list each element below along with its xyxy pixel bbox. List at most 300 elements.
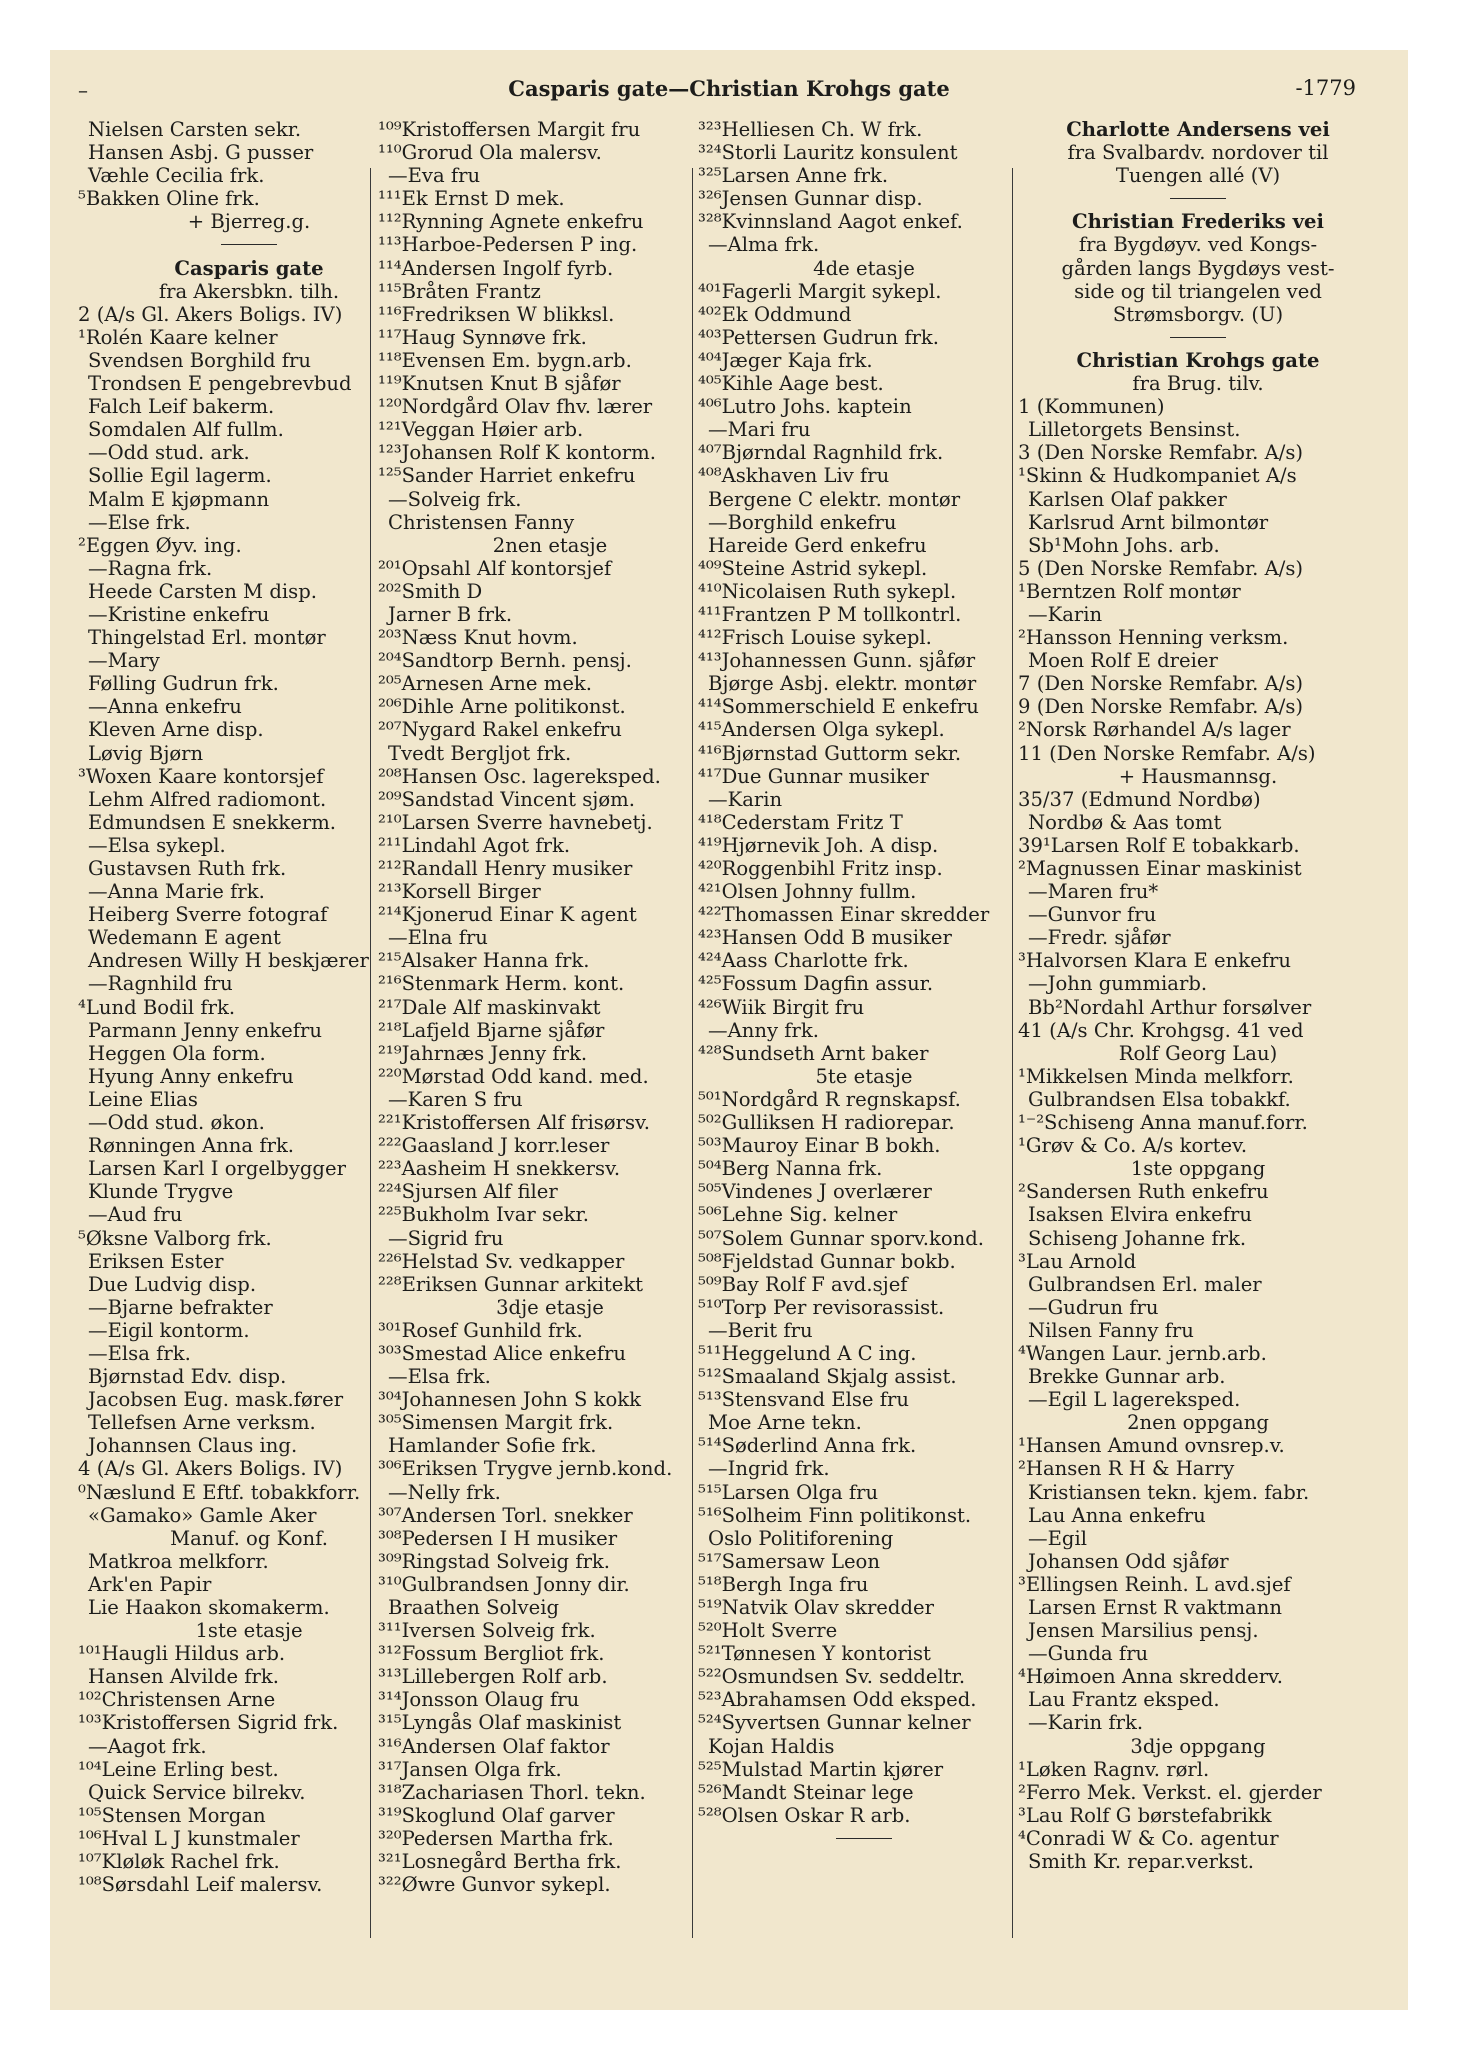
street-heading: Christian Krohgs gate [1076,348,1320,372]
directory-entry: Lau Anna enkefru [1028,1503,1206,1527]
directory-entry: ⁴Lund Bodil frk. [78,995,236,1019]
directory-entry: Heiberg Sverre fotograf [88,903,328,927]
directory-entry: ¹¹¹Ek Ernst D mek. [378,187,565,211]
directory-entry: ¹¹⁵Bråten Frantz [378,279,541,303]
directory-entry: ²¹¹Lindahl Agot frk. [378,833,571,857]
directory-entry: —Anna enkefru [88,695,242,719]
page-number: -1779 [1295,76,1356,100]
directory-entry: Lau Frantz eksped. [1028,1688,1220,1712]
directory-entry: ⁴⁰¹Fagerli Margit sykepl. [698,279,942,303]
directory-entry: Andresen Willy H beskjærer [88,949,369,973]
directory-entry: ²²³Aasheim H snekkersv. [378,1157,621,1181]
directory-entry: ⁵²⁶Mandt Steinar lege [698,1780,914,1804]
directory-entry: ¹⁰⁷Kløløk Rachel frk. [78,1850,280,1874]
directory-entry: 1 (Kommunen) [1018,395,1165,419]
directory-entry: ³Lau Arnold [1018,1249,1137,1273]
directory-entry: ⁴²³Hansen Odd B musiker [698,926,952,950]
directory-entry: ¹Grøv & Co. A/s kortev. [1018,1134,1248,1158]
directory-entry: ⁴²⁰Roggenbihl Fritz insp. [698,857,943,880]
section-label: Tuengen allé (V) [1115,164,1281,188]
directory-entry: ³²²Øwre Gunvor sykepl. [378,1873,611,1897]
directory-entry: ⁴¹⁷Due Gunnar musiker [698,764,929,788]
directory-entry: ²²⁶Helstad Sv. vedkapper [378,1249,625,1273]
directory-entry: ²⁰⁷Nygard Rakel enkefru [378,718,622,742]
directory-entry: ¹¹⁸Evensen Em. bygn.arb. [378,348,632,372]
directory-entry: —Karin [1028,602,1103,626]
directory-entry: ⁴¹⁸Cederstam Fritz T [698,810,903,834]
directory-entry: —Anny frk. [708,1018,819,1042]
directory-entry: —Elsa frk. [88,1341,191,1365]
directory-entry: Følling Gudrun frk. [88,672,279,696]
directory-entry: Karlsen Olaf pakker [1028,487,1227,511]
directory-entry: ³²⁰Pedersen Martha frk. [378,1826,614,1850]
section-label: fra Svalbardv. nordover til [1067,141,1329,165]
directory-entry: ²²¹Kristoffersen Alf frisørsv. [378,1111,650,1135]
directory-entry: ¹⁰¹Haugli Hildus arb. [78,1642,286,1666]
directory-entry: ⁵²²Osmundsen Sv. seddeltr. [698,1665,966,1689]
section-label: + Hausmannsg. [1118,764,1278,788]
directory-entry: ¹²⁵Sander Harriet enkefru [378,464,636,488]
directory-entry: Hyung Anny enkefru [88,1064,294,1088]
directory-entry: Larsen Karl I orgelbygger [88,1157,346,1181]
directory-entry: ¹⁰⁸Sørsdahl Leif malersv. [78,1873,323,1897]
directory-entry: Johansen Odd sjåfør [1028,1549,1229,1573]
directory-entry: ³¹⁵Lyngås Olaf maskinist [378,1711,622,1735]
directory-entry: ³²⁸Kvinnsland Aagot enkef. [698,210,963,234]
section-label: 3dje oppgang [1130,1734,1266,1758]
directory-entry: ³Woxen Kaare kontorsjef [78,764,324,788]
directory-entry: ³⁰⁹Ringstad Solveig frk. [378,1549,611,1573]
directory-entry: Bergene C elektr. montør [708,487,961,511]
directory-entry: Jarner B frk. [388,602,513,626]
directory-entry: ⁵⁰²Gulliksen H radiorepar. [698,1111,955,1135]
directory-entry: ²¹²Randall Henry musiker [378,857,633,880]
directory-entry: ³⁰⁴Johannesen John S kokk [378,1388,642,1412]
directory-entry: —Mary [88,649,160,673]
directory-entry: ⁵¹¹Heggelund A C ing. [698,1341,917,1365]
directory-entry: ²Sandersen Ruth enkefru [1018,1180,1269,1204]
directory-entry: Eriksen Ester [88,1249,224,1273]
directory-entry: ⁵⁰⁵Vindenes J overlærer [698,1180,932,1204]
directory-entry: ³¹⁶Andersen Olaf faktor [378,1734,610,1758]
directory-entry: —Elna fru [388,926,488,950]
directory-entry: Heggen Ola form. [88,1041,266,1065]
directory-entry: ¹¹²Rynning Agnete enkefru [378,210,644,234]
directory-entry: ⁵⁰⁸Fjeldstad Gunnar bokb. [698,1249,956,1273]
directory-entry: Falch Leif bakerm. [88,395,275,419]
directory-entry: —Solveig frk. [388,487,522,511]
directory-entry: ²²⁵Bukholm Ivar sekr. [378,1203,589,1227]
directory-entry: ¹¹⁹Knutsen Knut B sjåfør [378,372,621,396]
column-2 [378,118,722,1896]
directory-entry: ⁵¹⁹Natvik Olav skredder [698,1596,934,1619]
directory-entry: —Nelly frk. [388,1480,501,1504]
directory-entry: —Aagot frk. [88,1734,207,1758]
directory-entry: ⁵¹²Smaaland Skjalg assist. [698,1365,957,1389]
directory-entry: ⁵²¹Tønnesen Y kontorist [698,1642,931,1666]
directory-entry: ⁵²⁰Holt Sverre [698,1619,838,1643]
directory-entry: ²²⁸Eriksen Gunnar arkitekt [378,1272,644,1296]
directory-entry: ¹¹³Harboe-Pedersen P ing. [378,233,638,257]
directory-entry: ²Hansen R H & Harry [1018,1457,1235,1481]
directory-entry: ²⁰⁴Sandtorp Bernh. pensj. [378,649,632,673]
directory-entry: ⁴¹²Frisch Louise sykepl. [698,626,932,650]
directory-entry: —Odd stud. økon. [88,1111,265,1135]
directory-entry: Karlsrud Arnt bilmontør [1028,510,1269,534]
directory-entry: ⁴⁰⁵Kihle Aage best. [698,372,884,396]
directory-entry: —Odd stud. ark. [88,441,250,465]
directory-entry: 7 (Den Norske Remfabr. A/s) [1018,672,1304,696]
directory-entry: —Kristine enkefru [88,602,270,626]
directory-entry: ¹Løken Ragnv. rørl. [1018,1757,1210,1781]
directory-entry: ¹⁰²Christensen Arne [78,1688,276,1712]
section-label: fra Brug. tilv. [1132,372,1264,396]
directory-entry: ²¹⁶Stenmark Herm. kont. [378,972,625,996]
directory-entry: ⁴¹⁰Nicolaisen Ruth sykepl. [698,579,957,603]
section-label: 2nen etasje [492,533,608,557]
directory-entry: Gulbrandsen Elsa tobakkf. [1028,1087,1291,1111]
section-label: 3dje etasje [496,1295,604,1319]
directory-entry: Hansen Asbj. G pusser [88,141,314,165]
section-label: Rolf Georg Lau) [1118,1041,1278,1065]
directory-entry: ³¹²Fossum Bergliot frk. [378,1642,605,1666]
directory-entry: —Karen S fru [388,1087,523,1111]
directory-entry: —Egil [1028,1526,1087,1550]
directory-entry: ¹¹⁰Grorud Ola malersv. [378,141,602,165]
directory-entry: Klunde Trygve [88,1180,234,1204]
directory-entry: Svendsen Borghild fru [88,348,312,372]
directory-entry: ⁵Øksne Valborg frk. [78,1226,272,1250]
directory-entry: ⁴⁰⁴Jæger Kaja frk. [698,348,873,372]
directory-entry: ⁴²⁶Wiik Birgit fru [698,995,865,1019]
directory-entry: ³Halvorsen Klara E enkefru [1018,949,1291,973]
directory-entry: ⁴⁰⁶Lutro Johs. kaptein [698,395,912,419]
directory-entry: ³Lau Rolf G børstefabrikk [1018,1803,1272,1827]
directory-entry: —Karin frk. [1028,1711,1144,1735]
directory-entry: Hamlander Sofie frk. [388,1434,597,1458]
directory-entry: ⁴²⁴Aass Charlotte frk. [698,949,909,973]
directory-entry: Larsen Ernst R vaktmann [1028,1596,1282,1619]
directory-entry: —Eigil kontorm. [88,1318,250,1342]
directory-entry: —Ragna frk. [88,556,213,580]
directory-entry: ⁵⁰³Mauroy Einar B bokh. [698,1134,941,1158]
directory-entry: Trondsen E pengebrevbud [88,372,352,396]
directory-entry: ⁴²⁸Sundseth Arnt baker [698,1041,929,1065]
directory-entry: ⁴¹¹Frantzen P M tollkontrl. [698,602,962,626]
directory-entry: ²²⁴Sjursen Alf filer [378,1180,558,1204]
directory-entry: ⁵Bakken Oline frk. [78,187,260,211]
directory-entry: Kristiansen tekn. kjem. fabr. [1028,1480,1310,1504]
directory-entry: —Karin [708,787,783,811]
directory-entry: 3 (Den Norske Remfabr. A/s) [1018,441,1304,465]
directory-entry: ⁵¹⁰Torp Per revisorassist. [698,1295,945,1319]
page-header [50,76,1408,106]
directory-entry: Lie Haakon skomakerm. [88,1596,330,1619]
section-divider [698,1827,1030,1850]
directory-entry: 2 (A/s Gl. Akers Boligs. IV) [78,302,343,326]
directory-entry: ²⁰²Smith D [378,579,483,603]
directory-entry: 4 (A/s Gl. Akers Boligs. IV) [78,1457,343,1481]
directory-entry: ⁴Høimoen Anna skredderv. [1018,1665,1284,1689]
directory-entry: Lilletorgets Bensinst. [1028,418,1241,442]
directory-entry: ⁵¹³Stensvand Else fru [698,1388,909,1412]
directory-entry: ²Magnussen Einar maskinist [1018,857,1302,880]
directory-entry: ³¹¹Iversen Solveig frk. [378,1619,596,1643]
directory-entry: ³⁰⁷Andersen Torl. snekker [378,1503,633,1527]
directory-entry: Somdalen Alf fullm. [88,418,284,442]
directory-entry: —Gudrun fru [1028,1295,1159,1319]
directory-entry: ²⁰⁶Dihle Arne politikonst. [378,695,626,719]
directory-entry: ⁵⁰⁹Bay Rolf F avd.sjef [698,1272,908,1296]
directory-entry: ²⁰³Næss Knut hovm. [378,626,578,650]
directory-entry: Jensen Marsilius pensj. [1028,1619,1259,1643]
section-divider [78,233,420,256]
directory-entry: ⁵¹⁸Bergh Inga fru [698,1572,869,1596]
directory-entry: Johannsen Claus ing. [88,1434,298,1458]
directory-entry: ⁵²⁵Mulstad Martin kjører [698,1757,944,1781]
directory-entry: Sollie Egil lagerm. [88,464,272,488]
section-label: 2nen oppgang [1127,1411,1269,1435]
directory-entry: ¹Rolén Kaare kelner [78,325,278,349]
directory-entry: ⁵⁰⁷Solem Gunnar sporv.kond. [698,1226,985,1250]
directory-entry: Isaksen Elvira enkefru [1028,1203,1252,1227]
directory-entry: Bb²Nordahl Arthur forsølver [1028,995,1312,1019]
directory-entry: ⁵²⁴Syvertsen Gunnar kelner [698,1711,971,1735]
directory-entry: ¹¹⁶Fredriksen W blikksl. [378,302,615,326]
section-label: 1ste etasje [195,1619,303,1643]
directory-entry: ²⁰⁵Arnesen Arne mek. [378,672,593,696]
directory-entry: ⁵²³Abrahamsen Odd eksped. [698,1688,977,1712]
directory-entry: ³²⁶Jensen Gunnar disp. [698,187,923,211]
directory-entry: ²¹³Korsell Birger [378,880,541,904]
directory-entry: Jacobsen Eug. mask.fører [88,1388,344,1412]
directory-entry: ⁵¹⁴Søderlind Anna frk. [698,1434,917,1458]
directory-entry: ²²²Gaasland J korr.leser [378,1134,610,1158]
section-label: Strømsborgv. (U) [1112,302,1284,326]
directory-entry: ²²⁰Mørstad Odd kand. med. [378,1064,649,1088]
directory-entry: ⁴²⁵Fossum Dagfin assur. [698,972,934,996]
directory-entry: Braathen Solveig [388,1596,560,1619]
directory-entry: ⁴¹⁵Andersen Olga sykepl. [698,718,945,742]
column-4 [1018,118,1378,1873]
directory-entry: Bjørge Asbj. elektr. montør [708,672,977,696]
directory-entry: 5 (Den Norske Remfabr. A/s) [1018,556,1304,580]
directory-entry: —Elsa frk. [388,1365,491,1389]
directory-entry: ³⁰⁸Pedersen I H musiker [378,1526,618,1550]
page-title: Casparis gate—Christian Krohgs gate [508,76,950,101]
directory-entry: Gustavsen Ruth frk. [88,857,287,880]
directory-entry: —Mari fru [708,418,811,442]
directory-entry: ³⁰³Smestad Alice enkefru [378,1341,626,1365]
section-label: 4de etasje [813,256,915,280]
directory-entry: ¹¹⁴Andersen Ingolf fyrb. [378,256,614,280]
directory-entry: —Borghild enkefru [708,510,897,534]
directory-entry: ⁴Conradi W & Co. agentur [1018,1826,1279,1850]
directory-entry: Hansen Alvilde frk. [88,1665,279,1689]
directory-entry: Malm E kjøpmann [88,487,270,511]
directory-entry: ¹⁰⁵Stensen Morgan [78,1803,266,1827]
directory-entry: —Maren fru* [1028,880,1159,904]
directory-entry: —Sigrid fru [388,1226,504,1250]
directory-entry: ²¹⁹Jahrnæs Jenny frk. [378,1041,588,1065]
section-label: fra Akersbkn. tilh. [158,279,340,303]
directory-entry: —Eva fru [388,164,481,188]
directory-entry: ³²⁴Storli Lauritz konsulent [698,141,958,165]
directory-entry: ⁴⁰²Ek Oddmund [698,302,852,326]
directory-entry: —Gunvor fru [1028,903,1157,927]
directory-entry: ¹Skinn & Hudkompaniet A/s [1018,464,1297,488]
directory-entry: Nordbø & Aas tomt [1028,810,1222,834]
directory-entry: ³²¹Losnegård Bertha frk. [378,1850,622,1874]
directory-entry: ²¹⁷Dale Alf maskinvakt [378,995,601,1019]
directory-entry: ¹Hansen Amund ovnsrep.v. [1018,1434,1285,1458]
directory-entry: —Berit fru [708,1318,813,1342]
section-divider [1018,326,1378,349]
directory-entry: ³²³Helliesen Ch. W frk. [698,118,923,141]
column-1 [78,118,420,1896]
directory-entry: ⁴⁰³Pettersen Gudrun frk. [698,325,940,349]
directory-entry: Kleven Arne disp. [88,718,264,742]
street-heading: Charlotte Andersens vei [1066,118,1330,141]
directory-entry: ⁴Wangen Laur. jernb.arb. [1018,1341,1267,1365]
directory-entry: —Ragnhild fru [88,972,233,996]
directory-entry: 39¹Larsen Rolf E tobakkarb. [1018,833,1300,857]
directory-entry: ⁵⁰¹Nordgård R regnskapsf. [698,1087,961,1111]
directory-entry: ⁰Næslund E Eftf. tobakkforr. [78,1480,361,1504]
directory-entry: ⁵²⁸Olsen Oskar R arb. [698,1803,911,1827]
section-label: + Bjerreg.g. [187,210,311,234]
directory-entry: ⁵⁰⁴Berg Nanna frk. [698,1157,883,1181]
directory-entry: Schiseng Johanne frk. [1028,1226,1247,1250]
directory-entry: Nielsen Carsten sekr. [88,118,302,141]
directory-entry: ¹²¹Veggan Høier arb. [378,418,584,442]
directory-entry: ²⁰¹Opsahl Alf kontorsjef [378,556,612,580]
directory-entry: 35/37 (Edmund Nordbø) [1018,787,1261,811]
directory-entry: Bjørnstad Edv. disp. [88,1365,287,1389]
directory-entry: ⁴¹⁹Hjørnevik Joh. A disp. [698,833,939,857]
directory-entry: ¹¹⁷Haug Synnøve frk. [378,325,587,349]
directory-entry: ³¹⁴Jonsson Olaug fru [378,1688,580,1712]
directory-entry: ⁴²²Thomassen Einar skredder [698,903,990,927]
directory-entry: —Egil L lagereksped. [1028,1388,1241,1412]
directory-entry: —John gummiarb. [1028,972,1208,996]
directory-entry: Hareide Gerd enkefru [708,533,927,557]
directory-entry: ³¹⁹Skoglund Olaf garver [378,1803,615,1827]
directory-entry: ⁵⁰⁶Lehne Sig. kelner [698,1203,898,1227]
directory-page [50,50,1408,2010]
section-label: gården langs Bygdøys vest- [1061,256,1335,280]
directory-entry: ⁵¹⁷Samersaw Leon [698,1549,880,1573]
directory-entry: ⁴⁰⁹Steine Astrid sykepl. [698,556,928,580]
directory-entry: Moen Rolf E dreier [1028,649,1218,673]
margin-mark: – [78,78,88,102]
section-label: 5te etasje [815,1064,913,1088]
street-heading: Casparis gate [174,256,324,280]
directory-entry: ³⁰¹Rosef Gunhild frk. [378,1318,583,1342]
directory-entry: «Gamako» Gamle Aker [88,1503,317,1527]
section-divider [1018,187,1378,210]
directory-entry: Lehm Alfred radiomont. [88,787,327,811]
directory-entry: ²⁰⁹Sandstad Vincent sjøm. [378,787,635,811]
directory-entry: ¹Mikkelsen Minda melkforr. [1018,1064,1294,1088]
directory-entry: Tellefsen Arne verksm. [88,1411,316,1435]
directory-entry: Wedemann E agent [88,926,281,950]
directory-entry: ¹Berntzen Rolf montør [1018,579,1241,603]
directory-entry: Rønningen Anna frk. [88,1134,295,1158]
street-heading: Christian Frederiks vei [1072,210,1324,234]
directory-entry: —Ingrid frk. [708,1457,830,1481]
directory-entry: ³¹³Lillebergen Rolf arb. [378,1665,608,1689]
directory-entry: 11 (Den Norske Remfabr. A/s) [1018,741,1316,765]
directory-entry: ²Hansson Henning verksm. [1018,626,1289,650]
directory-entry: ⁴⁰⁸Askhaven Liv fru [698,464,890,488]
directory-entry: ³²⁵Larsen Anne frk. [698,164,889,188]
directory-entry: Thingelstad Erl. montør [88,626,326,650]
directory-entry: ⁴⁰⁷Bjørndal Ragnhild frk. [698,441,944,465]
directory-entry: —Aud fru [88,1203,183,1227]
directory-entry: Smith Kr. repar.verkst. [1028,1850,1254,1874]
directory-entry: —Fredr. sjåfør [1028,926,1171,950]
directory-entry: Kojan Haldis [708,1734,835,1758]
directory-entry: ³¹⁰Gulbrandsen Jonny dir. [378,1572,630,1596]
directory-entry: ²¹⁵Alsaker Hanna frk. [378,949,590,973]
directory-entry: Edmundsen E snekkerm. [88,810,337,834]
section-label: fra Bygdøyv. ved Kongs- [1078,233,1318,257]
directory-entry: ²Eggen Øyv. ing. [78,533,242,557]
directory-entry: ¹²³Johansen Rolf K kontorm. [378,441,656,465]
directory-entry: ²Norsk Rørhandel A/s lager [1018,718,1291,742]
directory-entry: ¹²⁰Nordgård Olav fhv. lærer [378,395,653,419]
directory-entry: Ark'en Papir [88,1572,212,1596]
directory-entry: 41 (A/s Chr. Krohgsg. 41 ved [1018,1018,1304,1042]
directory-entry: ¹⁰⁹Kristoffersen Margit fru [378,118,641,141]
directory-entry: ⁵¹⁶Solheim Finn politikonst. [698,1503,972,1527]
section-label: side og til triangelen ved [1074,279,1322,303]
directory-entry: Brekke Gunnar arb. [1028,1365,1226,1389]
directory-entry: ⁵¹⁵Larsen Olga fru [698,1480,879,1504]
directory-entry: Tvedt Bergljot frk. [388,741,572,765]
directory-entry: Christensen Fanny [388,510,575,534]
directory-entry: —Bjarne befrakter [88,1295,273,1319]
directory-entry: ¹⁰⁴Leine Erling best. [78,1757,279,1781]
directory-entry: Væhle Cecilia frk. [88,164,265,188]
directory-entry: ¹⁰⁶Hval L J kunstmaler [78,1826,300,1850]
directory-entry: Leine Elias [88,1087,198,1111]
directory-entry: ²⁰⁸Hansen Osc. lagereksped. [378,764,661,788]
directory-entry: ⁴¹³Johannessen Gunn. sjåfør [698,649,976,673]
directory-entry: ³⁰⁶Eriksen Trygve jernb.kond. [378,1457,673,1481]
directory-entry: Oslo Politiforening [708,1526,894,1550]
directory-entry: Sb¹Mohn Johs. arb. [1028,533,1220,557]
directory-entry: Matkroa melkforr. [88,1549,269,1573]
column-3 [698,118,1030,1850]
directory-entry: ¹⁻²Schiseng Anna manuf.forr. [1018,1111,1308,1135]
directory-entry: Heede Carsten M disp. [88,579,317,603]
directory-entry: ⁴¹⁶Bjørnstad Guttorm sekr. [698,741,962,765]
directory-entry: ³¹⁸Zachariasen Thorl. tekn. [378,1780,646,1804]
directory-entry: ⁴¹⁴Sommerschield E enkefru [698,695,979,719]
directory-entry: Moe Arne tekn. [708,1411,862,1435]
directory-entry: ²Ferro Mek. Verkst. el. gjerder [1018,1780,1322,1804]
directory-entry: —Else frk. [88,510,191,534]
directory-entry: 9 (Den Norske Remfabr. A/s) [1018,695,1304,719]
directory-entry: ⁴²¹Olsen Johnny fullm. [698,880,917,904]
directory-entry: —Alma frk. [708,233,820,257]
section-label: 1ste oppgang [1130,1157,1266,1181]
directory-entry: —Anna Marie frk. [88,880,265,904]
directory-entry: ²¹⁴Kjonerud Einar K agent [378,903,637,927]
directory-entry: Løvig Bjørn [88,741,204,765]
